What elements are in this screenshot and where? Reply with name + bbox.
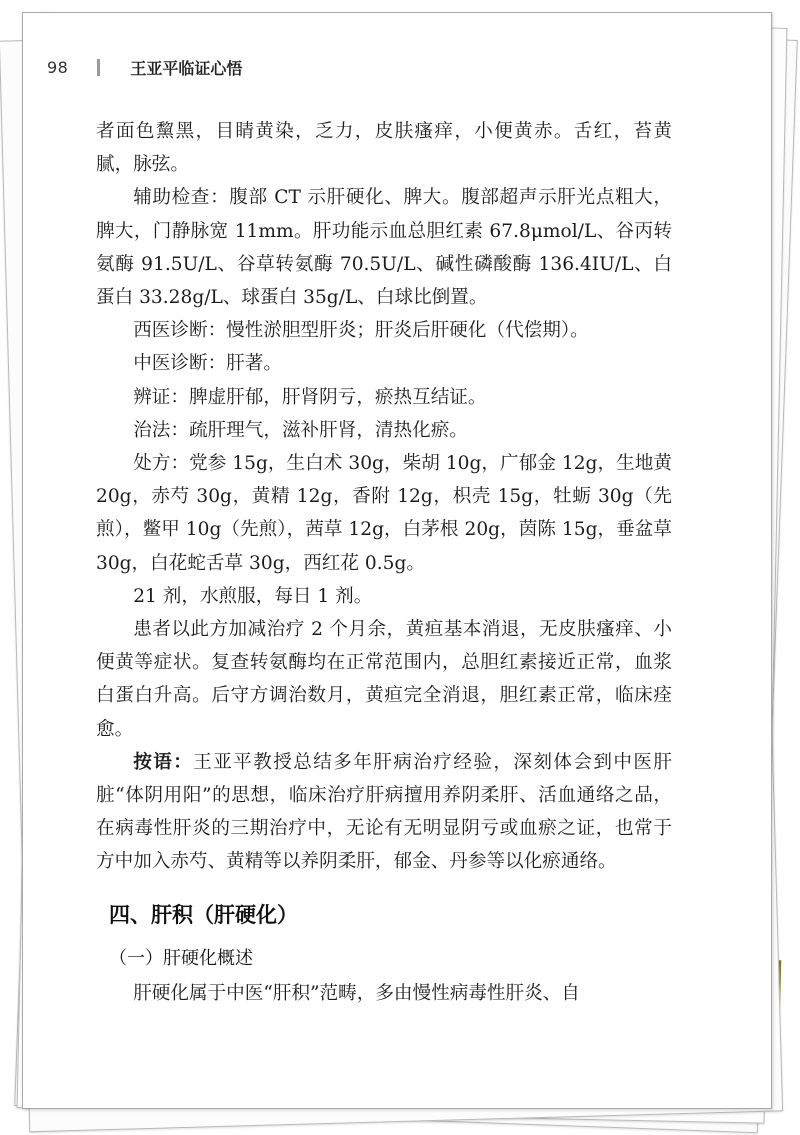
final-paragraph: 肝硬化属于中医“肝积”范畴，多由慢性病毒性肝炎、自 [133,982,580,1004]
commentary-paragraph [96,746,672,879]
book-title: 王亚平临证心悟 [130,58,243,78]
tcm-diagnosis: 中医诊断：肝著。 [133,353,282,375]
treatment-paragraph: 治法：疏肝理气，滋补肝肾，清热化瘀。 [133,419,468,441]
subsection-heading: （一）肝硬化概述 [109,947,253,969]
header-divider [97,59,100,76]
prescription-paragraph: 处方：党参 15g，生白术 30g，柴胡 10g，广郁金 12g，生地黄 20g，赤芍 30g，黄精 12g，香附 12g，枳壳 15g，牡蛎 30g（先煎），鳖甲 10g（先煎），茜草 12g，白茅根 20g，茵陈 15g，垂盆草 30g，白花蛇舌草 30g，西红花 0.5g。 [96,453,672,574]
western-diagnosis: 西医诊断：慢性淤胆型肝炎；肝炎后肝硬化（代偿期）。 [133,320,589,342]
section-heading: 四、肝积（肝硬化） [109,902,298,927]
outcome-paragraph: 患者以此方加减治疗 2 个月余，黄疸基本消退，无皮肤瘙痒、小便黄等症状。复查转氨酶均在正常范围内，总胆红素接近正常，血浆白蛋白升高。后守方调治数月，黄疸完全消退，胆红素正常，临床痊愈。 [96,619,672,740]
page-body [96,115,672,1010]
exam-paragraph: 辅助检查：腹部 CT 示肝硬化、脾大。腹部超声示肝光点粗大，脾大，门静脉宽 11mm。肝功能示血总胆红素 67.8μmol/L、谷丙转氨酶 91.5U/L、谷草转氨酶 70.5U/L、碱性磷酸酶 136.4IU/L、白蛋白 33.28g/L、球蛋白 35g/L、白球比倒置。 [96,187,672,309]
continuation-paragraph: 者面色黧黑，目睛黄染，乏力，皮肤瘙痒，小便黄赤。舌红，苔黄腻，脉弦。 [96,121,672,176]
syndrome-paragraph: 辨证：脾虚肝郁，肝肾阴亏，瘀热互结证。 [133,386,487,408]
running-header [47,56,242,78]
page-number: 98 [47,57,69,77]
commentary-label: 按语： [133,751,194,773]
dosage-paragraph: 21 剂，水煎服，每日 1 剂。 [133,585,373,607]
commentary-text: 王亚平教授总结多年肝病治疗经验，深刻体会到中医肝脏“体阴用阳”的思想，临床治疗肝病擅用养阴柔肝、活血通络之品，在病毒性肝炎的三期治疗中，无论有无明显阴亏或血瘀之证，也常于方中加入赤芍、黄精等以养阴柔肝，郁金、丹参等以化瘀通络。 [96,751,672,873]
